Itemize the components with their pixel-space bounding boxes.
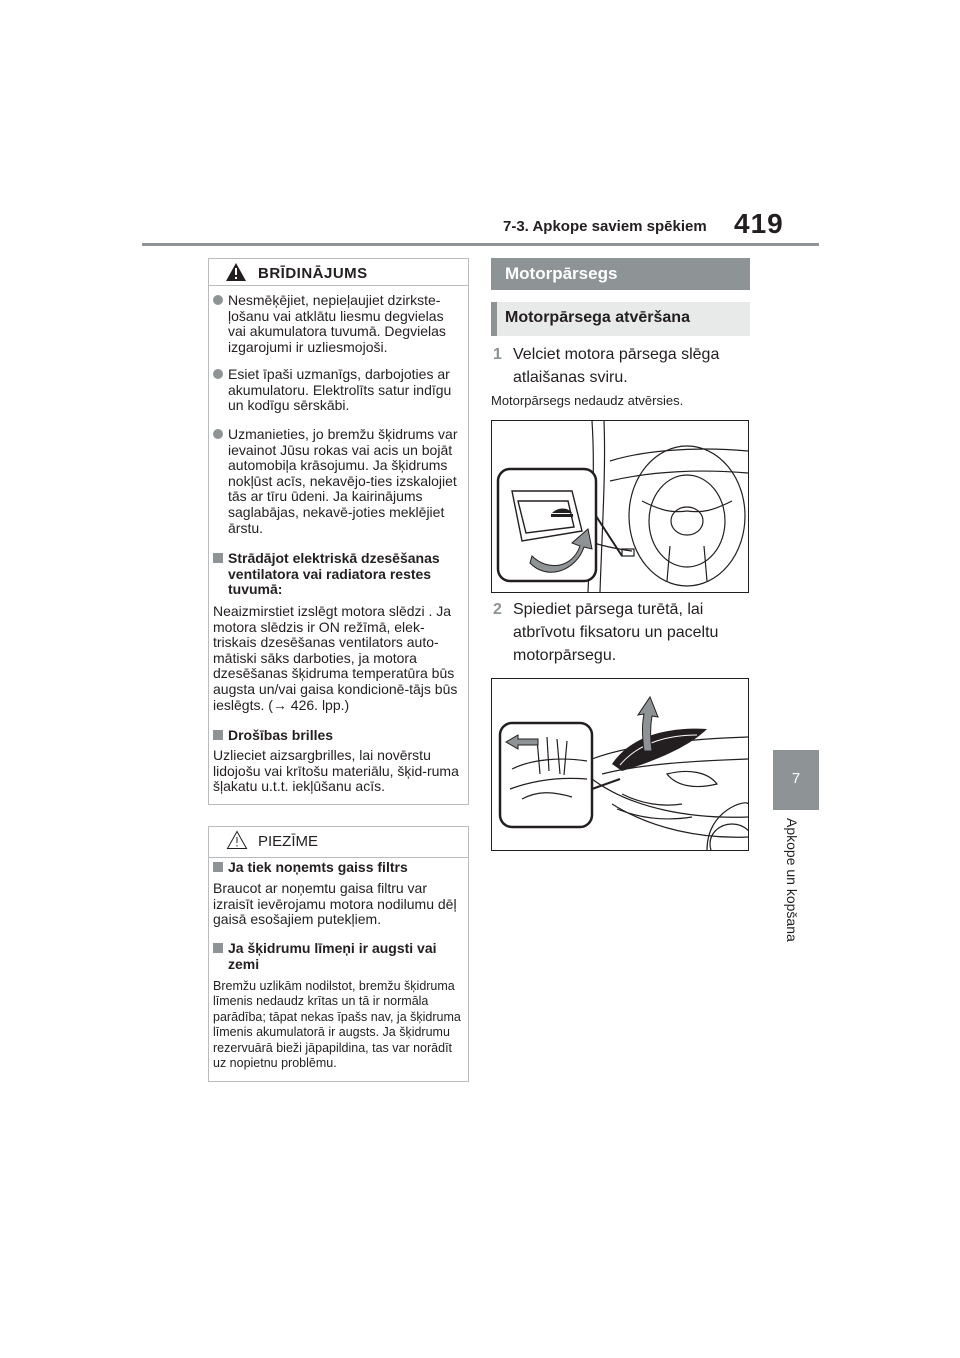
- warning-paragraph: Neaizmirstiet izslēgt motora slēdzi . Ja motora slēdzis ir ON režīmā, elek-triskais dzesēšanas ventilators auto-mātiski sāks darboties, ja motora dzesēšanas šķidruma temperatūra būs augsta un/vai gaisa kondicionē-tājs būs ieslēgts. (→ 426. lpp.): [213, 603, 458, 713]
- note-title: PIEZĪME: [258, 833, 319, 850]
- step-number: 1: [493, 346, 502, 363]
- warning-title: BRĪDINĀJUMS: [258, 265, 368, 282]
- hood-opening-illustration: [492, 679, 748, 850]
- step-item: [493, 598, 753, 667]
- warning-bullet: Nesmēķējiet, nepieļaujiet dzirkste-ļošanu vai atklātu liesmu degvielas vai akumulatora tuvumā. Degvielas izgarojumi ir uzliesmojoši.: [213, 293, 463, 355]
- square-bullet-icon: [213, 553, 223, 563]
- caution-triangle-icon: [226, 830, 248, 850]
- warning-bullet: Uzmanieties, jo bremžu šķidrums var ievainot Jūsu rokas vai acis un bojāt automobiļa krāsojumu. Ja šķidrums nokļūst acīs, nekavējo-ties izskalojiet tās ar tīru ūdeni. Ja kairinājums saglabājas, nekavē-joties meklējiet ārstu.: [213, 427, 463, 536]
- square-bullet-icon: [213, 730, 223, 740]
- step-text: Velciet motora pārsega slēga atlaišanas sviru.: [513, 346, 720, 386]
- step-note: Motorpārsegs nedaudz atvērsies.: [491, 393, 684, 408]
- bullet-dot-icon: [213, 369, 223, 379]
- bullet-dot-icon: [213, 429, 223, 439]
- note-paragraph: Braucot ar noņemtu gaisa filtru var izraisīt ievērojamu motora nodilumu dēļ gaisā esošajiem putekļiem.: [213, 880, 457, 928]
- note-paragraph: Bremžu uzlikām nodilstot, bremžu šķidruma līmenis nedaudz krītas un tā ir normāla parādība; tāpat nekas īpašs nav, ja šķidruma līmenis akumulatorā ir augsts. Ja šķidrumu rezervuārā bieži jāpapildina, tas var norādīt uz nopietnu problēmu.: [213, 979, 461, 1071]
- page-number: 419: [734, 208, 784, 239]
- square-bullet-icon: [213, 862, 223, 872]
- warning-subheading: Drošības brilles: [213, 728, 463, 744]
- hood-release-illustration: [492, 421, 748, 592]
- chapter-number: 7: [791, 770, 801, 787]
- chapter-label: Apkope un kopšana: [784, 818, 800, 942]
- note-subheading: Ja šķidrumu līmeņi ir augsti vai zemi: [213, 941, 463, 972]
- warning-bullet: Esiet īpaši uzmanīgs, darbojoties ar akumulatoru. Elektrolīts satur indīgu un kodīgu sērskābi.: [213, 367, 463, 414]
- header-rule: [142, 243, 819, 246]
- section-header: 7-3. Apkope saviem spēkiem: [503, 218, 707, 235]
- warning-paragraph: Uzlieciet aizsargbrilles, lai novērstu lidojošu vai krītošu materiālu, šķid-ruma šļakatu u.t.t. iekļūšanu acīs.: [213, 747, 459, 795]
- step-item: [493, 343, 753, 389]
- note-subheading: Ja tiek noņemts gaiss filtrs: [213, 860, 463, 876]
- section-title-bar: [491, 258, 750, 290]
- subsection-title: Motorpārsega atvēršana: [505, 309, 690, 326]
- step-number: 2: [493, 601, 502, 618]
- section-title: Motorpārsegs: [505, 264, 618, 283]
- bullet-dot-icon: [213, 295, 223, 305]
- hood-opening-figure: [491, 678, 749, 851]
- subsection-title-bar: [491, 302, 750, 336]
- square-bullet-icon: [213, 943, 223, 953]
- step-text: Spiediet pārsega turētā, lai atbrīvotu fiksatoru un paceltu motorpārsegu.: [513, 601, 719, 664]
- warning-triangle-icon: [225, 262, 247, 282]
- hood-release-lever-figure: [491, 420, 749, 593]
- warning-subheading: Strādājot elektriskā dzesēšanas ventilatora vai radiatora restes tuvumā:: [213, 551, 463, 598]
